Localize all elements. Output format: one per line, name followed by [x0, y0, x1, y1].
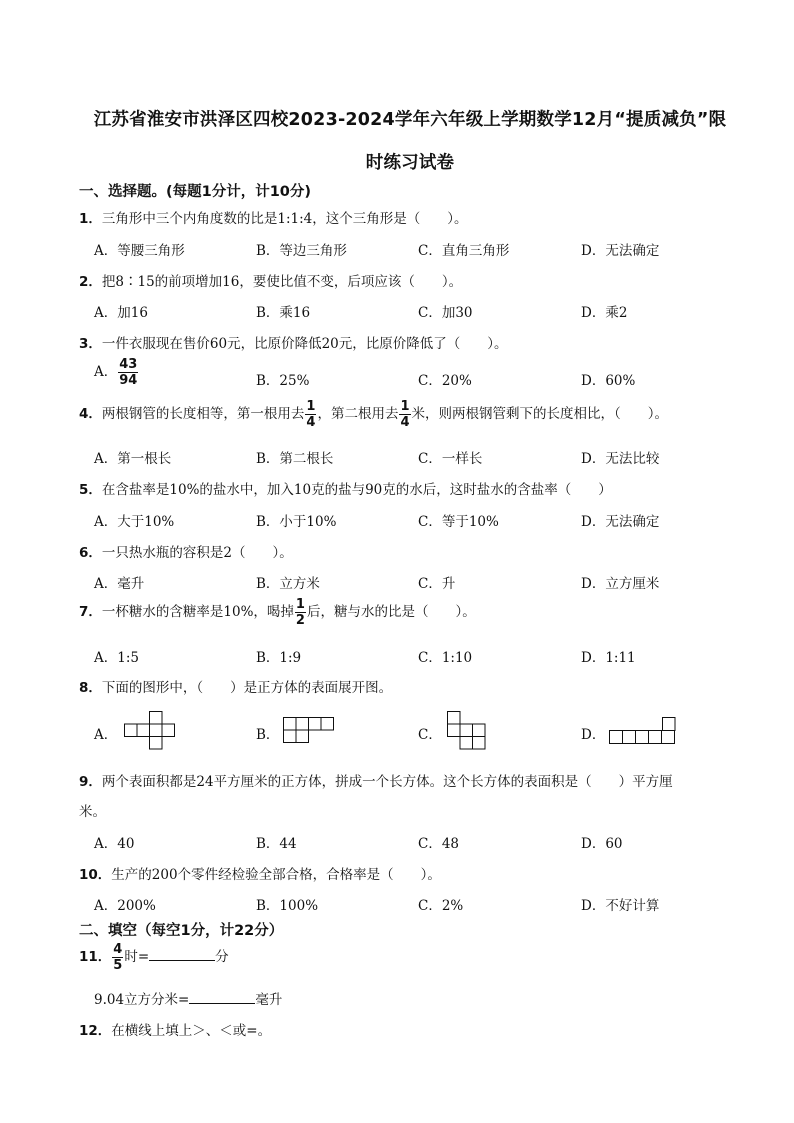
- fraction: [295, 598, 306, 627]
- q10-option-c: C．2%: [418, 898, 464, 914]
- cube-net-d-figure: [609, 717, 676, 745]
- question-number: 9．: [79, 774, 102, 790]
- question-text: 时=: [124, 949, 150, 965]
- question-9: [79, 770, 673, 790]
- question-8: [79, 676, 392, 696]
- q7-option-a: A．1:5: [94, 650, 139, 666]
- q4-option-a: A．第一根长: [94, 451, 172, 467]
- cube-net-a-figure: [124, 711, 176, 750]
- q7-option-c: C．1:10: [418, 650, 473, 666]
- question-11: [79, 943, 229, 972]
- q4-option-b: B．第二根长: [256, 451, 334, 467]
- question-12: [79, 1019, 271, 1039]
- question-text: 一件衣服现在售价60元，比原价降低20元，比原价降低了（ ）。: [101, 336, 508, 352]
- question-text: 两个表面积都是24平方厘米的正方体，拼成一个长方体。这个长方体的表面积是（ ）平方厘: [101, 774, 673, 790]
- q5-option-a: A．大于10%: [94, 514, 175, 530]
- question-number: 2．: [79, 274, 102, 290]
- fraction-numerator: 43: [119, 357, 138, 372]
- question-number: 1．: [79, 211, 102, 227]
- q9-option-c: C．48: [418, 836, 460, 852]
- exam-title-line1: 江苏省淮安市洪泽区四校2023-2024学年六年级上学期数学12月“提质减负”限: [93, 110, 727, 130]
- fraction: [118, 358, 138, 387]
- section-2-heading: 二、填空（每空1分，计22分）: [79, 923, 284, 939]
- q3-option-b: B．25%: [256, 373, 310, 389]
- section-1-heading: 一、选择题。(每题1分计，计10分): [79, 184, 312, 200]
- question-2: [79, 270, 462, 290]
- q6-option-a: A．毫升: [94, 576, 145, 592]
- option-label: A．: [94, 364, 118, 380]
- q1-option-a: A．等腰三角形: [94, 243, 185, 259]
- fraction-denominator: 5: [113, 958, 123, 973]
- question-3: [79, 332, 508, 352]
- fraction: [305, 400, 316, 429]
- question-text: 两根钢管的长度相等，第一根用去: [101, 406, 305, 422]
- question-number: 8．: [79, 680, 102, 696]
- question-text: 后，糖与水的比是（ ）。: [306, 604, 476, 620]
- q6-option-b: B．立方米: [256, 576, 320, 592]
- question-1: [79, 207, 468, 227]
- fraction-denominator: 4: [400, 415, 410, 430]
- q2-option-d: D．乘2: [581, 305, 628, 321]
- q7-option-b: B．1:9: [256, 650, 302, 666]
- q1-option-d: D．无法确定: [581, 243, 660, 259]
- question-number: 5．: [79, 482, 102, 498]
- question-number: 10．: [79, 867, 112, 883]
- q3-option-c: C．20%: [418, 373, 472, 389]
- question-number: 11．: [79, 949, 112, 965]
- q8-option-c: C．: [418, 727, 442, 743]
- q9-option-d: D．60: [581, 836, 623, 852]
- q10-option-d: D．不好计算: [581, 898, 660, 914]
- question-text: 三角形中三个内角度数的比是1:1:4，这个三角形是（ ）。: [101, 211, 468, 227]
- fraction-denominator: 2: [295, 613, 305, 628]
- question-5: [79, 478, 612, 498]
- question-text: 分: [215, 949, 229, 965]
- question-10: [79, 863, 441, 883]
- question-text: 把8∶15的前项增加16，要使比值不变，后项应该（ ）。: [101, 274, 463, 290]
- fraction-numerator: 1: [295, 597, 305, 612]
- question-number: 4．: [79, 406, 102, 422]
- question-text: ，第二根用去: [317, 406, 399, 422]
- answer-blank[interactable]: [149, 948, 215, 961]
- q10-option-b: B．100%: [256, 898, 319, 914]
- fraction-numerator: 4: [113, 942, 123, 957]
- q9-option-a: A．40: [94, 836, 135, 852]
- fraction-denominator: 4: [306, 415, 316, 430]
- fraction: [399, 400, 410, 429]
- q2-option-c: C．加30: [418, 305, 473, 321]
- q5-option-d: D．无法确定: [581, 514, 660, 530]
- q6-option-c: C．升: [418, 576, 456, 592]
- fraction-numerator: 1: [306, 399, 316, 414]
- question-text: 一只热水瓶的容积是2（ ）。: [101, 545, 293, 561]
- question-text: 下面的图形中，（ ）是正方体的表面展开图。: [101, 680, 393, 696]
- q6-option-d: D．立方厘米: [581, 576, 660, 592]
- question-4: [79, 400, 668, 429]
- q1-option-b: B．等边三角形: [256, 243, 347, 259]
- q3-option-d: D．60%: [581, 373, 636, 389]
- question-text: 生产的200个零件经检验全部合格，合格率是（ ）。: [111, 867, 441, 883]
- question-text: 9.04立方分米=: [94, 992, 190, 1008]
- q5-option-b: B．小于10%: [256, 514, 337, 530]
- answer-blank[interactable]: [189, 991, 255, 1004]
- question-number: 6．: [79, 545, 102, 561]
- question-6: [79, 541, 293, 561]
- fraction-numerator: 1: [400, 399, 410, 414]
- q4-option-c: C．一样长: [418, 451, 483, 467]
- q2-option-b: B．乘16: [256, 305, 311, 321]
- exam-title-line2: 时练习试卷: [365, 153, 455, 173]
- question-11-part-2: [94, 988, 282, 1008]
- cube-net-c-figure: [447, 711, 487, 750]
- q8-option-b: B．: [256, 727, 280, 743]
- q8-option-a: A．: [94, 727, 118, 743]
- q9-option-b: B．44: [256, 836, 297, 852]
- question-number: 12．: [79, 1023, 112, 1039]
- q8-option-d: D．: [581, 727, 606, 743]
- q2-option-a: A．加16: [94, 305, 148, 321]
- q10-option-a: A．200%: [94, 898, 156, 914]
- q1-option-c: C．直角三角形: [418, 243, 510, 259]
- q3-option-a: [94, 358, 139, 387]
- question-text: 在横线上填上＞、＜或=。: [111, 1023, 272, 1039]
- q5-option-c: C．等于10%: [418, 514, 499, 530]
- question-text: 一杯糖水的含糖率是10%，喝掉: [101, 604, 294, 620]
- question-9-continued: 米。: [79, 804, 106, 820]
- question-number: 7．: [79, 604, 102, 620]
- cube-net-b-figure: [283, 717, 335, 744]
- question-text: 在含盐率是10%的盐水中，加入10克的盐与90克的水后，这时盐水的含盐率（ ）: [101, 482, 612, 498]
- question-number: 3．: [79, 336, 102, 352]
- q7-option-d: D．1:11: [581, 650, 636, 666]
- question-text: 米，则两根钢管剩下的长度相比，（ ）。: [411, 406, 668, 422]
- question-7: [79, 598, 476, 627]
- fraction-denominator: 94: [119, 373, 138, 388]
- question-text: 毫升: [255, 992, 283, 1008]
- fraction: [112, 943, 123, 972]
- q4-option-d: D．无法比较: [581, 451, 660, 467]
